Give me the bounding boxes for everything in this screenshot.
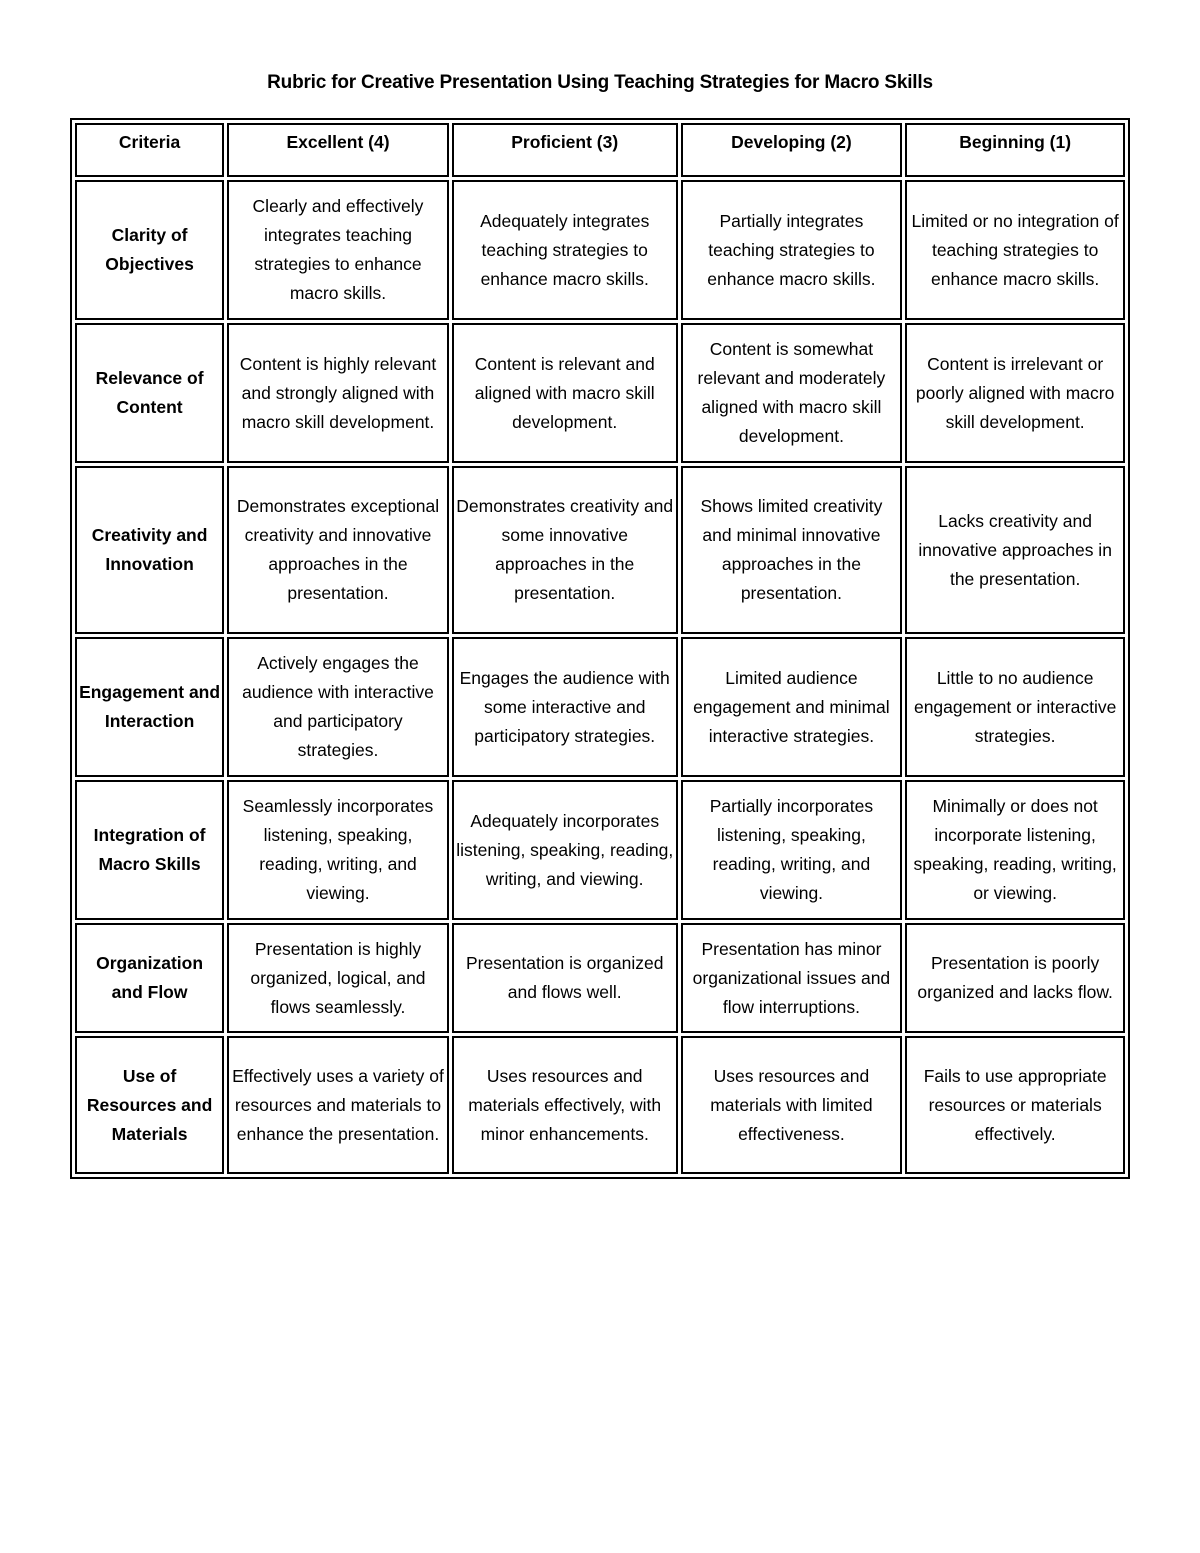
developing-cell: Partially integrates teaching strategies to enhance macro skills. (681, 180, 903, 320)
header-row (75, 123, 1125, 177)
table-row (75, 466, 1125, 634)
proficient-cell: Uses resources and materials effectively, with minor enhancements. (452, 1036, 678, 1174)
excellent-cell: Presentation is highly organized, logical, and flows seamlessly. (227, 923, 449, 1033)
table-row (75, 780, 1125, 920)
criteria-cell: Relevance of Content (75, 323, 224, 463)
beginning-cell: Content is irrelevant or poorly aligned with macro skill development. (905, 323, 1125, 463)
beginning-cell: Little to no audience engagement or interactive strategies. (905, 637, 1125, 777)
header-criteria: Criteria (75, 123, 224, 177)
proficient-cell: Adequately integrates teaching strategies to enhance macro skills. (452, 180, 678, 320)
proficient-cell: Engages the audience with some interactive and participatory strategies. (452, 637, 678, 777)
excellent-cell: Effectively uses a variety of resources and materials to enhance the presentation. (227, 1036, 449, 1174)
criteria-cell: Integration of Macro Skills (75, 780, 224, 920)
header-excellent: Excellent (4) (227, 123, 449, 177)
header-beginning: Beginning (1) (905, 123, 1125, 177)
criteria-cell: Use of Resources and Materials (75, 1036, 224, 1174)
developing-cell: Content is somewhat relevant and moderately aligned with macro skill development. (681, 323, 903, 463)
criteria-cell: Creativity and Innovation (75, 466, 224, 634)
excellent-cell: Content is highly relevant and strongly aligned with macro skill development. (227, 323, 449, 463)
beginning-cell: Limited or no integration of teaching strategies to enhance macro skills. (905, 180, 1125, 320)
header-developing: Developing (2) (681, 123, 903, 177)
criteria-cell: Clarity of Objectives (75, 180, 224, 320)
beginning-cell: Fails to use appropriate resources or materials effectively. (905, 1036, 1125, 1174)
proficient-cell: Content is relevant and aligned with macro skill development. (452, 323, 678, 463)
developing-cell: Uses resources and materials with limited effectiveness. (681, 1036, 903, 1174)
developing-cell: Partially incorporates listening, speaking, reading, writing, and viewing. (681, 780, 903, 920)
criteria-cell: Engagement and Interaction (75, 637, 224, 777)
excellent-cell: Demonstrates exceptional creativity and innovative approaches in the presentation. (227, 466, 449, 634)
rubric-table (70, 118, 1130, 1179)
proficient-cell: Demonstrates creativity and some innovative approaches in the presentation. (452, 466, 678, 634)
developing-cell: Presentation has minor organizational issues and flow interruptions. (681, 923, 903, 1033)
criteria-cell: Organization and Flow (75, 923, 224, 1033)
proficient-cell: Presentation is organized and flows well. (452, 923, 678, 1033)
excellent-cell: Clearly and effectively integrates teaching strategies to enhance macro skills. (227, 180, 449, 320)
developing-cell: Limited audience engagement and minimal interactive strategies. (681, 637, 903, 777)
table-row (75, 180, 1125, 320)
proficient-cell: Adequately incorporates listening, speaking, reading, writing, and viewing. (452, 780, 678, 920)
header-proficient: Proficient (3) (452, 123, 678, 177)
rubric-table-container (70, 118, 1130, 1179)
table-row (75, 323, 1125, 463)
beginning-cell: Minimally or does not incorporate listening, speaking, reading, writing, or viewing. (905, 780, 1125, 920)
table-row (75, 637, 1125, 777)
excellent-cell: Actively engages the audience with interactive and participatory strategies. (227, 637, 449, 777)
beginning-cell: Lacks creativity and innovative approaches in the presentation. (905, 466, 1125, 634)
developing-cell: Shows limited creativity and minimal innovative approaches in the presentation. (681, 466, 903, 634)
excellent-cell: Seamlessly incorporates listening, speaking, reading, writing, and viewing. (227, 780, 449, 920)
page-title: Rubric for Creative Presentation Using Teaching Strategies for Macro Skills (267, 72, 933, 93)
table-row (75, 1036, 1125, 1174)
beginning-cell: Presentation is poorly organized and lacks flow. (905, 923, 1125, 1033)
table-row (75, 923, 1125, 1033)
